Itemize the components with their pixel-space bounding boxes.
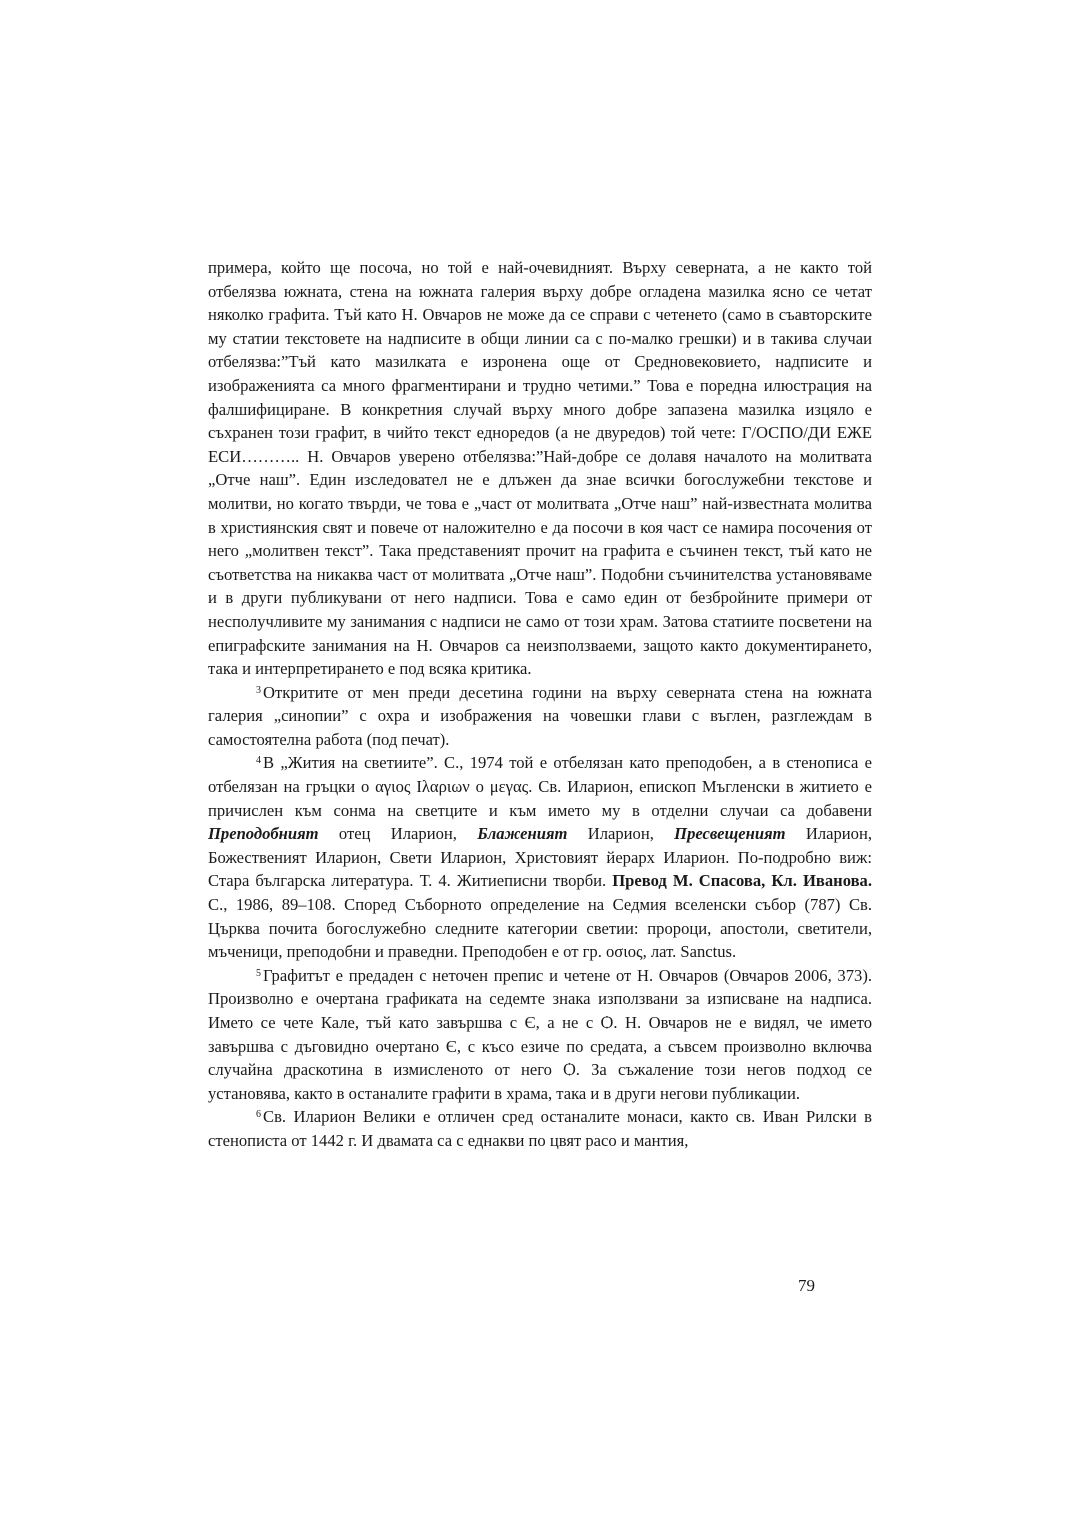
footnote-text: Св. Иларион Велики е отличен сред останалите монаси, както св. Иван Рилски в стенописта от 1442 г. И двамата са с еднакви по цвят расо и мантия, <box>208 1107 872 1150</box>
footnote-text: С., 1986, 89–108. Според Съборното определение на Седмия вселенски събор (787) Св. Църква почита богослужебно следните категории светии: пророци, апостоли, светители, мъченици, преподобни и праведни. Преподобен е от гр. οσιος, лат. Sanctus. <box>208 895 872 962</box>
emphasis-term: Блаженият <box>477 824 568 844</box>
footnote-text: отец Иларион, <box>318 824 478 844</box>
footnote-text: Иларион, <box>567 824 675 844</box>
footnote-text: Иларион, Божественият Иларион, Свети Иларион, Христовият йерарх Иларион. По-подробно виж: Стара българска литература. Т. 4. Житиеписни творби. <box>208 824 872 891</box>
emphasis-term: Пресвещеният <box>674 824 786 844</box>
footnote-text: Откритите от мен преди десетина години на върху северната стена на южната галерия „синопии” с охра и изображения на човешки глави с въглен, разглеждам в самостоятелна работа (под печат). <box>208 682 872 749</box>
page-number: 79 <box>798 1276 815 1295</box>
footnote-number: 5 <box>256 967 261 979</box>
bold-citation: Превод М. Спасова, Кл. Иванова. <box>612 871 872 891</box>
text-block <box>208 256 872 1153</box>
footnote-5 <box>208 964 872 1106</box>
footnote-text: В „Жития на светиите”. С., 1974 той е отбелязан като преподобен, а в стенописа е отбелязан на гръцки ο αγιος Ιλαριων ο μεγας. Св. Иларион, епископ Мъгленски в житието е причислен към сонма на светците и към името му в отделни случаи са добавени <box>208 753 872 820</box>
footnote-number: 4 <box>256 755 261 767</box>
emphasis-term: Преподобният <box>208 824 319 844</box>
footnote-6 <box>208 1105 872 1152</box>
footnote-3 <box>208 681 872 752</box>
footnote-number: 6 <box>256 1109 261 1121</box>
footnote-number: 3 <box>256 684 261 696</box>
footnote-text: Графитът е предаден с неточен препис и четене от Н. Овчаров (Овчаров 2006, 373). Произволно е очертана графиката на седемте знака използвани за изписване на надписа. Името се чете Кале, тъй като завършва с Є, а не с Ѻ. Н. Овчаров не е видял, че името завършва с дъговидно очертано Є, с късо езиче по средата, а съвсем произволно включва случайна драскотина в измисленото от него Ѻ. За съжаление този негов подход се установява, както в останалите графити в храма, така и в други негови публикации. <box>208 965 872 1103</box>
footnote-4 <box>208 751 872 963</box>
body-paragraph: примера, който ще посоча, но той е най-очевидният. Върху северната, а не както той отбелязва южната, стена на южната галерия върху добре огладена мазилка ясно се четат няколко графита. Тъй като Н. Овчаров не може да се справи с четенето (само в съавторските му статии текстовете на надписите в общи линии са с по-малко грешки) и в такива случаи отбелязва:”Тъй като мазилката е изронена още от Средновековието, надписите и изображенията са много фрагментирани и трудно четими.” Това е поредна илюстрация на фалшифициране. В конкретния случай върху много добре запазена мазилка изцяло е съхранен този графит, в чийто текст едноредов (а не двуредов) той чете: Г/ОСПО/ДИ ЕЖЕ ЕСИ……….. Н. Овчаров уверено отбелязва:”Най-добре се долавя началото на молитвата „Отче наш”. Един изследовател не е длъжен да знае всички богослужебни текстове и молитви, но когато твърди, че това е „част от молитвата „Отче наш” най-известната молитва в християнския свят и повече от наложително е да посочи в коя част се намира посочения от него „молитвен текст”. Така представеният прочит на графита е съчинен текст, тъй като не съответства на никаква част от молитвата „Отче наш”. Подобни съчинителства установяваме и в други публикувани от него надписи. Това е само един от безбройните примери от несполучливите му занимания с надписи не само от този храм. Затова статиите посветени на епиграфските занимания на Н. Овчаров са неизползваеми, защото както документирането, така и интерпретирането е под всяка критика. <box>208 258 872 679</box>
